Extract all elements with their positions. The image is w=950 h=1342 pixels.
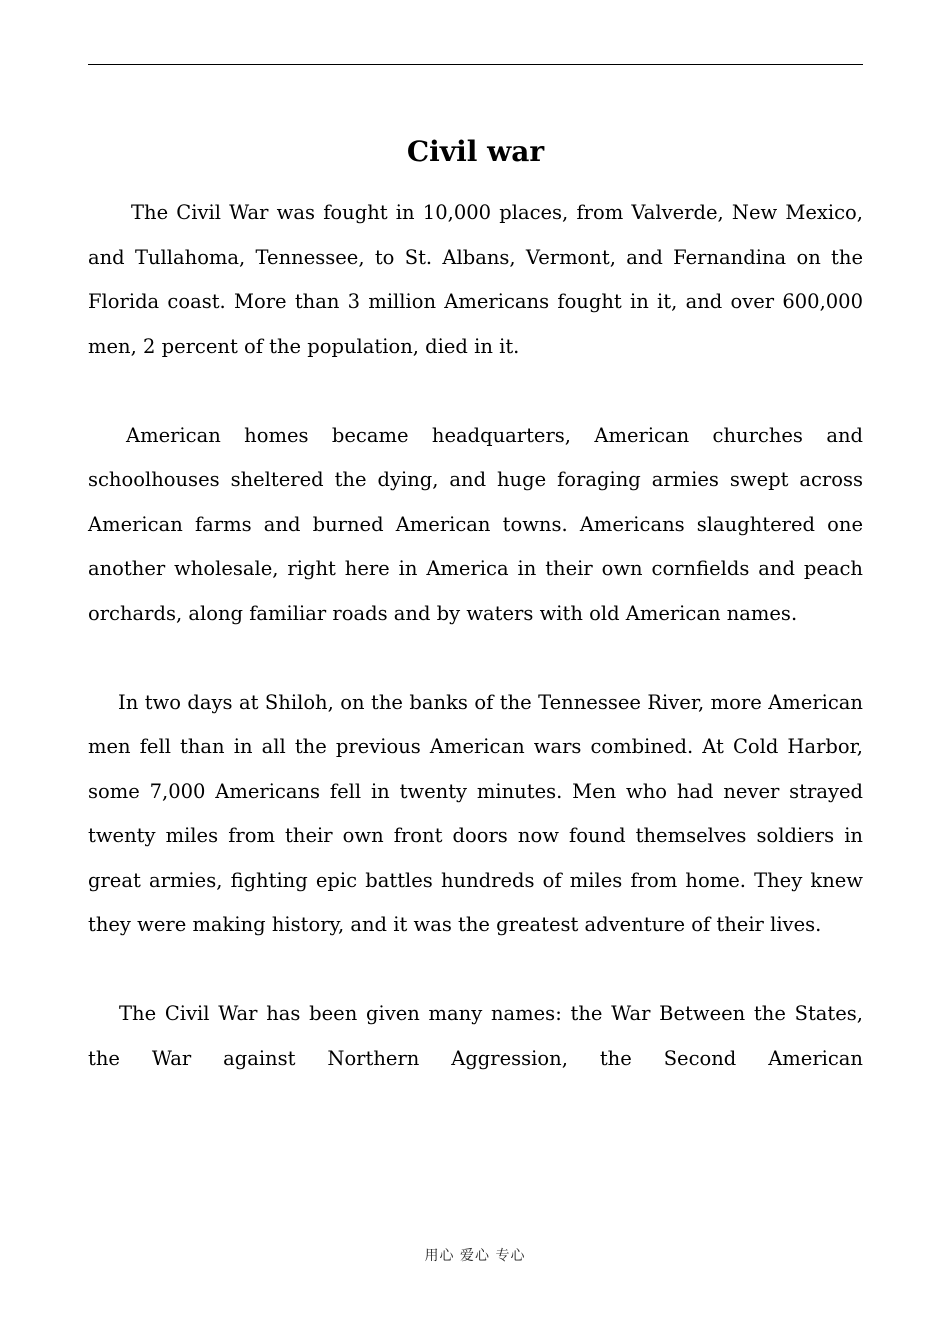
paragraph-1: The Civil War was fought in 10,000 places, from Valverde, New Mexico, and Tullahoma, Tennessee, to St. Albans, Vermont, and Fernandina on the Florida coast. More than 3 million Americans fought in it, and over 600,000 men, 2 percent of the population, died in it. <box>88 201 863 358</box>
page-footer: 用心 爱心 专心 <box>424 1248 526 1264</box>
paragraph-2: American homes became headquarters, American churches and schoolhouses sheltered the dying, and huge foraging armies swept across American farms and burned American towns. Americans slaughtered one another wholesale, right here in America in their own cornfields and peach orchards, along familiar roads and by waters with old American names. <box>88 423 863 625</box>
paragraph-4: The Civil War has been given many names: the War Between the States, the War against Northern Aggression, the Second American <box>88 1002 863 1070</box>
paragraph-3: In two days at Shiloh, on the banks of the Tennessee River, more American men fell than in all the previous American wars combined. At Cold Harbor, some 7,000 Americans fell in twenty minutes. Men who had never strayed twenty miles from their own front doors now found themselves soldiers in great armies, fighting epic battles hundreds of miles from home. They knew they were making history, and it was the greatest adventure of their lives. <box>88 690 863 936</box>
header-rule <box>88 64 863 65</box>
document-title: Civil war <box>406 135 545 168</box>
document-body <box>88 191 863 1126</box>
